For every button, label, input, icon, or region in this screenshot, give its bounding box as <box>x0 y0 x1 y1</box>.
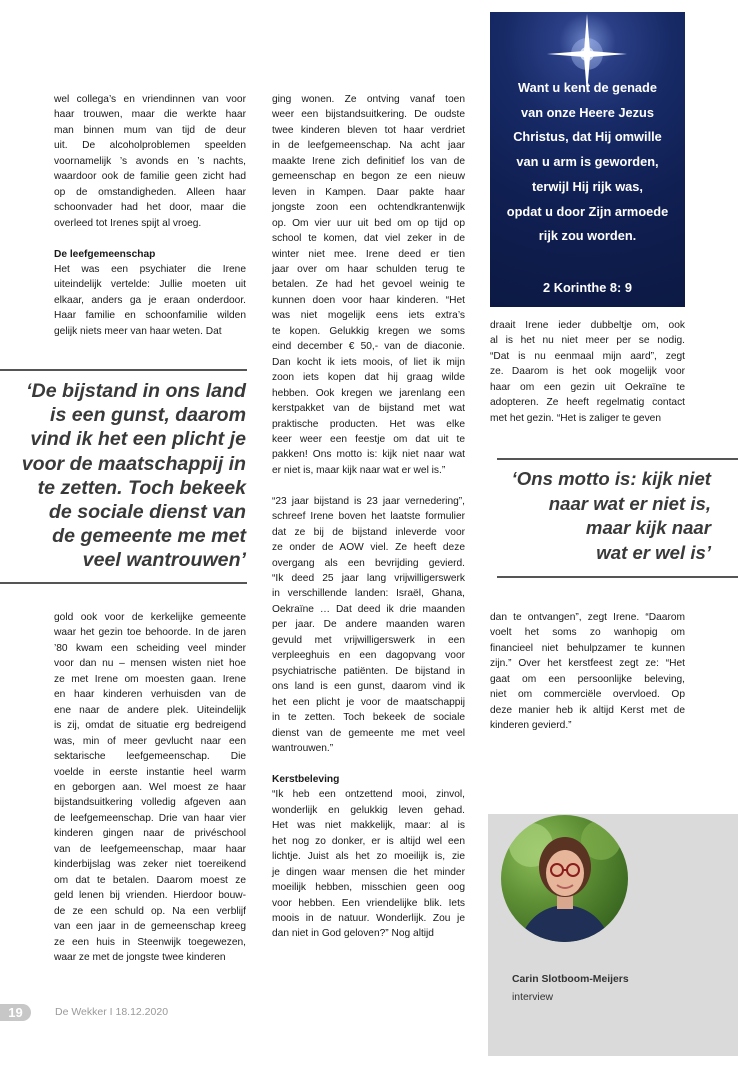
col2-para1 <box>272 92 465 478</box>
text-line: ‘De bijstand in ons land <box>26 380 246 402</box>
text-line: maakte Irene zich definitief los van de <box>272 155 465 167</box>
col1-bottom-text <box>54 610 246 965</box>
text-line: keer weer een feestje om dat uit te <box>272 433 465 445</box>
text-line: de sociale dienst van <box>48 501 246 524</box>
text-line: Haar familie en schoonfamilie wilden <box>54 310 246 322</box>
text-line: dan te ontvangen”, zegt Irene. “Daarom <box>490 612 685 623</box>
verse-text <box>490 76 685 249</box>
text-line: de ze een schuld op. Na een verblijf <box>54 905 246 917</box>
text-line: betalen. Ze had het gevoel weinig te <box>272 279 465 291</box>
text-line: naar wat er niet is, <box>548 492 711 514</box>
text-line: “23 jaar bijstand is 23 jaar vernedering”, <box>272 495 465 507</box>
text-line: gemeenschap en begon ze een nieuw <box>272 171 465 183</box>
quote-right-top-rule <box>497 458 738 460</box>
text-line: voor dan nu – mensen wisten niet hoe <box>54 658 246 670</box>
text-line: wel collega’s en vriendinnen van voor <box>54 94 246 105</box>
text-line: elkaar, anders ga je eraan onderdoor. <box>54 294 246 306</box>
quote-right-bottom-rule <box>497 576 738 578</box>
text-line: in de leefgemeenschap. Na acht jaar <box>272 140 465 152</box>
text-line: ze met Irene om moesten gaan. Irene <box>54 673 246 685</box>
text-line: “Ik deed 25 jaar lang vrijwilligerswerk <box>272 573 465 585</box>
text-line: school te komen, dat viel zeker in de <box>272 233 465 245</box>
text-line: voelde in eerste instantie heel warm <box>54 766 246 778</box>
author-name: Carin Slotboom-Meijers <box>512 974 629 985</box>
page-number: 19 <box>0 1004 31 1021</box>
text-line: ze onder de AOW viel. Ze heeft deze <box>272 542 465 554</box>
text-line: overgang als een bevrijding gevierd. <box>272 557 465 569</box>
text-line: was, min of meer gevlucht naar een <box>54 735 246 747</box>
text-line: er niet is, maar kijk naar wat er wel is.” <box>272 464 446 476</box>
text-line: voor de maatschappij in <box>21 452 246 475</box>
text-line: moois in de natuur. Wonderlijk. Zou je <box>272 912 465 924</box>
text-line: al is het nu niet meer per se nodig. <box>490 335 685 347</box>
text-line: verpleeghuis en een dagopvang voor <box>272 650 465 662</box>
quote-left-top-rule <box>0 369 247 371</box>
text-line: geld lenen bij vrienden. Hierdoor bouw- <box>54 890 246 902</box>
text-line: eind december € 50,- van de diaconie. <box>272 341 465 353</box>
quote-left-bottom-rule <box>0 582 247 584</box>
verse-reference: 2 Korinthe 8: 9 <box>543 280 632 295</box>
text-line: lichtje. Juist als het zo moeilijk is, zie <box>272 851 465 863</box>
text-line: jaar over om haar schulden terug te <box>272 263 465 275</box>
text-line: opdat u door Zijn armoede <box>506 203 669 219</box>
col3-bottom-text <box>490 610 685 734</box>
text-line: gaat om een persoonlijke beleving, <box>490 673 685 685</box>
text-line: waardoor ook de familie geen zicht had <box>54 171 246 183</box>
text-line: gold ook voor de kerkelijke gemeente <box>54 612 246 623</box>
text-line: wat er wel is’ <box>596 541 711 563</box>
text-line: draait Irene ieder dubbeltje om, ook <box>490 320 685 331</box>
text-line: te kopen. Gelukkig kregen we soms <box>272 325 465 337</box>
text-line: hebben. Ook kregen we jarenlang een <box>272 387 465 399</box>
text-line: voor hebben. Een vriendelijke blik. Iets <box>272 897 465 909</box>
text-line: rijk zou worden. <box>538 228 637 244</box>
text-line: psychiatrische patiënten. De bijstand in <box>272 665 465 677</box>
text-line: ene naar de andere plek. Uiteindelijk <box>54 704 246 716</box>
text-line: in te zetten. Toch bekeek de sociale <box>272 712 465 724</box>
col2-para3 <box>272 787 465 942</box>
star-icon <box>587 54 588 55</box>
column-2 <box>272 92 465 942</box>
text-line: van u arm is geworden, <box>516 154 659 170</box>
text-line: Dan kocht ik iets moois, of liet ik mijn <box>272 356 465 368</box>
col1-after-heading-text <box>54 262 246 339</box>
text-line: Het was niet makkelijk, maar: al is <box>272 820 465 832</box>
text-line: veel wantrouwen’ <box>82 549 246 572</box>
text-line: terwijl Hij rijk was, <box>532 178 643 194</box>
text-line: kinderen gevierd.” <box>490 720 572 732</box>
text-line: vind ik het een plicht je <box>30 428 246 451</box>
text-line: wonderlijk en gelukkig leven gehad. <box>272 804 465 816</box>
text-line: haar trouwen, maar die werkte haar <box>54 109 246 121</box>
portrait-image <box>501 815 628 942</box>
text-line: uit. De alcoholproblemen speelden <box>54 140 246 152</box>
text-line: en geborgen aan. Wel moest ze haar <box>54 781 246 793</box>
text-line: ging wonen. Ze ontving vanaf toen <box>272 94 465 105</box>
text-line: om dat te betalen. Daarom moest ze <box>54 874 246 886</box>
text-line: kinderbijslag was zeker niet toereikend <box>54 859 246 871</box>
text-line: Christus, dat Hij omwille <box>513 129 662 145</box>
pull-quote-left <box>0 379 246 573</box>
text-line: Oekraïne … Dat deed ik drie maanden <box>272 603 465 615</box>
text-line: is een gunst, daarom <box>50 404 246 427</box>
text-line: in verschillende landen: Israël, Ghana, <box>272 588 465 600</box>
text-line: ze. Daarom is het ook mogelijk voor <box>490 366 685 378</box>
text-line: overleed tot Irenes spijt al vroeg. <box>54 217 202 229</box>
column-3-top <box>490 318 685 426</box>
text-line: en haar kinderen verhuisden van de <box>54 689 246 701</box>
text-line: kerstpakket van de bijstand met wat <box>272 403 465 415</box>
text-line: de gemeente me met <box>52 525 246 548</box>
text-line: je dingen waar mensen die het minder <box>272 866 465 878</box>
text-line: ‘Ons motto is: kijk niet <box>511 468 711 489</box>
text-line: kinderen gingen naar de privéschool <box>54 828 246 840</box>
text-line: van een jaar in de gemeenschap kreeg <box>54 921 246 933</box>
text-line: voornamelijk ’s avonds en ’s nachts, <box>54 155 246 167</box>
text-line: zoon iets kopen dat hij graag wilde <box>272 372 465 384</box>
text-line: op de omstandigheden. Alleen haar <box>54 186 246 198</box>
author-photo <box>501 815 628 942</box>
text-line: financieel niet behulpzamer te kunnen <box>490 642 685 654</box>
text-line: “Ik heb een ontzettend mooi, zinvol, <box>272 789 465 801</box>
text-line: winter niet mee. Irene deed er tien <box>272 248 465 260</box>
column-3-bottom <box>490 610 685 734</box>
text-line: schoonvader had het door, maar die <box>54 202 246 214</box>
text-line: dan niet in God geloven?” Nog altijd <box>272 928 434 940</box>
text-line: waar ze met de jongste twee kinderen <box>54 951 226 963</box>
text-line: deze manier heb ik altijd Kerst met de <box>490 704 685 716</box>
text-line: van de leefgemeenschap, maar haar <box>54 843 246 855</box>
text-line: uiteindelijk vertelde: Jullie moeten uit <box>54 279 246 291</box>
text-line: man binnen mum van tijd de deur <box>54 124 246 136</box>
text-line: per jaar. De andere maanden waren <box>272 619 465 631</box>
text-line: pakken! Ons motto is: kijk niet naar wat <box>272 449 465 461</box>
text-line: niet om commerciële overvloed. Op <box>490 689 685 701</box>
text-line: maar kijk naar <box>585 517 711 538</box>
text-line: ons land is een gunst, daarom vind ik <box>272 681 465 693</box>
text-line: praktische producten. Het was elke <box>272 418 465 430</box>
text-line: weer een bijstandsuitkering. De oudste <box>272 109 465 121</box>
text-line: dienst van de gemeente me met veel <box>272 727 465 739</box>
text-line: bijstandsuitkering volledig afgeven aan <box>54 797 246 809</box>
text-line: het een plicht je voor de maatschappij <box>272 696 465 708</box>
column-1-bottom <box>54 610 246 965</box>
text-line: haar om een gezin uit Oekraïne te <box>490 381 685 393</box>
section-heading-kerstbeleving: Kerstbeleving <box>272 773 340 785</box>
col1-top-text <box>54 92 246 231</box>
text-line: de leefgemeenschap. Drie van haar vier <box>54 812 246 824</box>
text-line: schreef Irene boven het laatste formulier <box>272 511 465 523</box>
text-line: kunnen doen voor haar kinderen. “Het <box>272 294 465 306</box>
text-line: op. Om vier uur uit bed om op tijd op <box>272 217 465 229</box>
text-line: ze een huis in Steenwijk toegewezen, <box>54 936 246 948</box>
text-line: jongste zoon een ochtendkrantenwijk <box>272 202 465 214</box>
text-line: was niet mogelijk eens iets extra’s <box>272 310 465 322</box>
text-line: wantrouwen.” <box>272 743 334 755</box>
text-line: te zetten. Toch bekeek <box>37 476 246 499</box>
text-line: Want u kent de genade <box>518 80 657 95</box>
text-line: zijn.” Over het kerstfeest zegt ze: “Het <box>490 658 685 670</box>
text-line: is zij, omdat de situatie erg bedreigend <box>54 720 246 732</box>
section-heading-leefgemeenschap: De leefgemeenschap <box>54 248 156 260</box>
pull-quote-right <box>497 467 711 565</box>
col2-para2 <box>272 494 465 757</box>
text-line: van onze Heere Jezus <box>520 104 654 120</box>
text-line: gevuld met vrijwilligerswerk in een <box>272 634 465 646</box>
footer-publication: De Wekker I 18.12.2020 <box>55 1006 169 1018</box>
text-line: voelt het soms zo wanhopig om <box>490 627 685 639</box>
text-line: twee kinderen bleven tot haar verdriet <box>272 124 465 136</box>
text-line: Het was een psychiater die Irene <box>54 263 246 275</box>
column-1-top <box>54 92 246 339</box>
bible-verse-box <box>490 12 685 307</box>
text-line: leven in Kampen. Daar pakte haar <box>272 186 465 198</box>
text-line: met het gezin. “Het is zaliger te geven <box>490 412 662 424</box>
text-line: ’80 kwam een scheiding veel minder <box>54 642 246 654</box>
text-line: sektarische leefgemeenschap. Die <box>54 751 246 763</box>
text-line: adopteren. Ze heeft regelmatig contact <box>490 397 685 409</box>
text-line: dat ze bij de bijstand inleverde voor <box>272 526 465 538</box>
text-line: het nog zo donker, er is altijd wel een <box>272 835 465 847</box>
text-line: gelijk niets meer van haar weten. Dat <box>54 325 222 337</box>
text-line: “Dat is nu eenmaal mijn aard”, zegt <box>490 350 685 362</box>
text-line: moeilijk hebben, misschien geen oog <box>272 882 465 894</box>
col3-top-text <box>490 318 685 426</box>
text-line: waar het gezin toe behoorde. In de jaren <box>54 627 246 639</box>
author-role: interview <box>512 992 553 1003</box>
